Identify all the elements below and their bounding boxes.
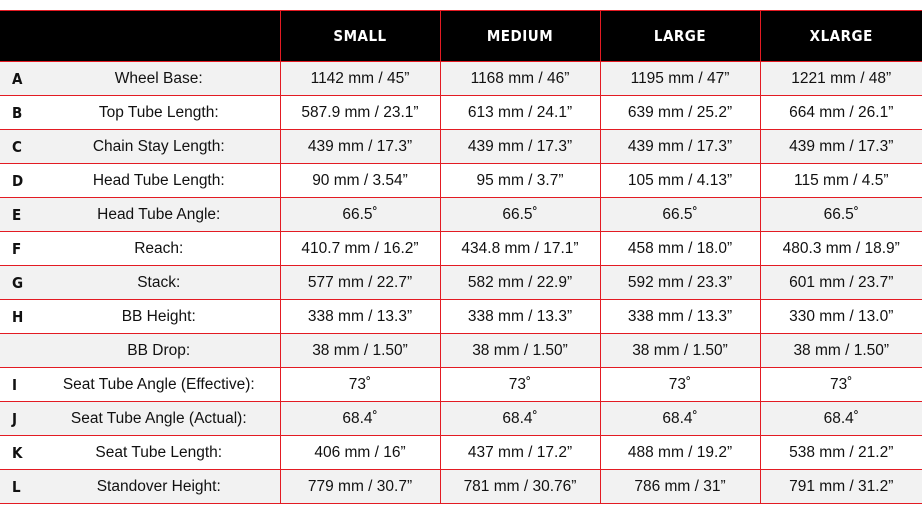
value-cell-large: 639 mm / 25.2” [600,96,760,130]
value-cell-large: 488 mm / 19.2” [600,436,760,470]
table-row [0,300,922,334]
row-label: Seat Tube Length: [38,436,280,470]
value-cell-small: 68.4˚ [280,402,440,436]
value-cell-large: 38 mm / 1.50” [600,334,760,368]
row-label: Seat Tube Angle (Actual): [38,402,280,436]
value-cell-small: 73˚ [280,368,440,402]
geometry-table [0,10,922,504]
value-cell-medium: 613 mm / 24.1” [440,96,600,130]
row-letter: C [0,130,38,164]
size-header-small: SMALL [280,11,440,62]
table-row [0,96,922,130]
value-cell-xlarge: 664 mm / 26.1” [760,96,922,130]
row-letter: F [0,232,38,266]
row-label: Seat Tube Angle (Effective): [38,368,280,402]
value-cell-small: 38 mm / 1.50” [280,334,440,368]
row-letter: G [0,266,38,300]
value-cell-medium: 439 mm / 17.3” [440,130,600,164]
value-cell-medium: 582 mm / 22.9” [440,266,600,300]
value-cell-xlarge: 330 mm / 13.0” [760,300,922,334]
value-cell-xlarge: 115 mm / 4.5” [760,164,922,198]
value-cell-large: 73˚ [600,368,760,402]
value-cell-small: 587.9 mm / 23.1” [280,96,440,130]
value-cell-large: 458 mm / 18.0” [600,232,760,266]
row-letter [0,334,38,368]
value-cell-large: 68.4˚ [600,402,760,436]
value-cell-xlarge: 439 mm / 17.3” [760,130,922,164]
table-row [0,368,922,402]
row-letter: B [0,96,38,130]
value-cell-xlarge: 538 mm / 21.2” [760,436,922,470]
value-cell-small: 439 mm / 17.3” [280,130,440,164]
header-blank-letter [0,11,38,62]
row-letter: H [0,300,38,334]
row-letter: L [0,470,38,504]
size-header-large: LARGE [600,11,760,62]
value-cell-medium: 73˚ [440,368,600,402]
row-letter: D [0,164,38,198]
value-cell-xlarge: 68.4˚ [760,402,922,436]
row-letter: E [0,198,38,232]
table-row [0,266,922,300]
value-cell-small: 1142 mm / 45” [280,62,440,96]
table-row [0,436,922,470]
row-letter: J [0,402,38,436]
value-cell-small: 406 mm / 16” [280,436,440,470]
value-cell-xlarge: 791 mm / 31.2” [760,470,922,504]
value-cell-medium: 66.5˚ [440,198,600,232]
row-label: BB Drop: [38,334,280,368]
value-cell-xlarge: 73˚ [760,368,922,402]
row-label: Head Tube Angle: [38,198,280,232]
row-label: Reach: [38,232,280,266]
row-label: Standover Height: [38,470,280,504]
geometry-table-body [0,62,922,504]
value-cell-large: 786 mm / 31” [600,470,760,504]
value-cell-medium: 95 mm / 3.7” [440,164,600,198]
table-row [0,130,922,164]
value-cell-large: 592 mm / 23.3” [600,266,760,300]
table-row [0,198,922,232]
row-letter: A [0,62,38,96]
value-cell-large: 66.5˚ [600,198,760,232]
value-cell-medium: 68.4˚ [440,402,600,436]
row-label: Stack: [38,266,280,300]
row-label: Wheel Base: [38,62,280,96]
row-label: BB Height: [38,300,280,334]
value-cell-medium: 781 mm / 30.76” [440,470,600,504]
value-cell-large: 105 mm / 4.13” [600,164,760,198]
value-cell-medium: 434.8 mm / 17.1” [440,232,600,266]
row-label: Top Tube Length: [38,96,280,130]
table-row [0,334,922,368]
row-label: Head Tube Length: [38,164,280,198]
value-cell-medium: 1168 mm / 46” [440,62,600,96]
size-header-xlarge: XLARGE [760,11,922,62]
value-cell-small: 577 mm / 22.7” [280,266,440,300]
value-cell-xlarge: 38 mm / 1.50” [760,334,922,368]
value-cell-xlarge: 66.5˚ [760,198,922,232]
table-row [0,232,922,266]
value-cell-large: 1195 mm / 47” [600,62,760,96]
table-row [0,62,922,96]
size-header-row [0,11,922,62]
value-cell-small: 410.7 mm / 16.2” [280,232,440,266]
table-row [0,164,922,198]
size-header-medium: MEDIUM [440,11,600,62]
table-row [0,470,922,504]
value-cell-medium: 338 mm / 13.3” [440,300,600,334]
value-cell-large: 338 mm / 13.3” [600,300,760,334]
value-cell-medium: 38 mm / 1.50” [440,334,600,368]
value-cell-medium: 437 mm / 17.2” [440,436,600,470]
value-cell-xlarge: 601 mm / 23.7” [760,266,922,300]
table-row [0,402,922,436]
value-cell-small: 779 mm / 30.7” [280,470,440,504]
value-cell-large: 439 mm / 17.3” [600,130,760,164]
value-cell-xlarge: 1221 mm / 48” [760,62,922,96]
value-cell-small: 338 mm / 13.3” [280,300,440,334]
header-blank-label [38,11,280,62]
row-label: Chain Stay Length: [38,130,280,164]
value-cell-small: 90 mm / 3.54” [280,164,440,198]
row-letter: I [0,368,38,402]
value-cell-xlarge: 480.3 mm / 18.9” [760,232,922,266]
value-cell-small: 66.5˚ [280,198,440,232]
row-letter: K [0,436,38,470]
